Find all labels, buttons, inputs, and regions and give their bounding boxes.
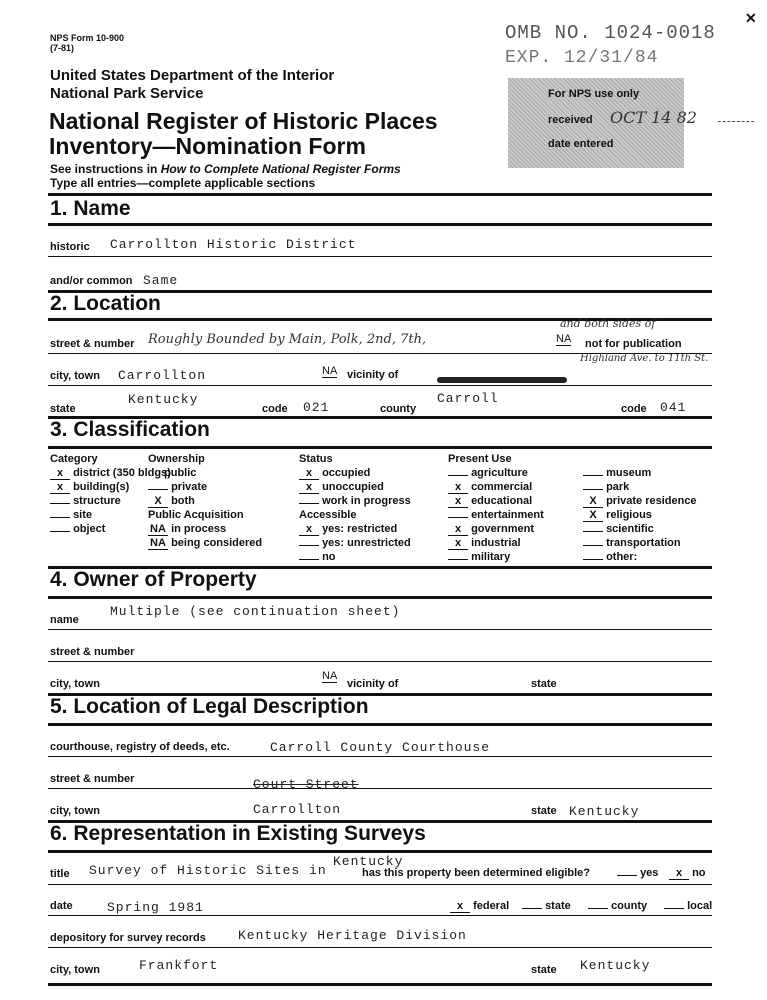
- checkbox-row: X private residence: [583, 495, 697, 508]
- checkbox-row: NA in process: [148, 523, 226, 536]
- vicinity-label: vicinity of: [347, 369, 399, 381]
- ownership-heading: Ownership: [148, 453, 205, 465]
- status-heading: Status: [299, 453, 333, 465]
- field-rule: [48, 756, 712, 757]
- field-rule: [48, 915, 712, 916]
- received-label: received: [548, 114, 593, 126]
- section-rule: [48, 723, 712, 726]
- nps-box-title: For NPS use only: [548, 88, 640, 100]
- owner-vicinity-label: vicinity of: [347, 678, 399, 690]
- dept-name: United States Department of the Interior: [50, 67, 335, 84]
- survey-date-label: date: [50, 900, 73, 912]
- section-rule: [48, 850, 712, 853]
- owner-vicinity-na: NA: [322, 670, 338, 682]
- checkbox-row: transportation: [583, 537, 681, 549]
- public-acquisition-heading: Public Acquisition: [148, 509, 244, 521]
- not-for-publication: not for publication: [585, 338, 682, 350]
- vicinity-na: NA: [322, 365, 338, 377]
- section-6-heading: 6. Representation in Existing Surveys: [50, 822, 426, 845]
- form-revision: (7-81): [50, 43, 75, 53]
- section-rule: [48, 223, 712, 226]
- checkbox-row: museum: [583, 467, 651, 479]
- corner-mark: ✕: [745, 10, 757, 26]
- survey-state-value: Kentucky: [580, 958, 651, 973]
- survey-title-label: title: [50, 868, 70, 880]
- section-2-heading: 2. Location: [50, 292, 161, 315]
- form-number: NPS Form 10-900: [50, 33, 125, 43]
- checkbox-row: NA being considered: [148, 537, 262, 550]
- survey-city-label: city, town: [50, 964, 100, 976]
- field-rule: [48, 629, 712, 630]
- state-value: Kentucky: [128, 392, 199, 407]
- checkbox-row: X religious: [583, 509, 652, 522]
- checkbox-row: park: [583, 481, 629, 493]
- legal-state-value: Kentucky: [569, 804, 640, 819]
- checkbox-row: yes: unrestricted: [299, 537, 411, 549]
- county-label: county: [380, 403, 417, 415]
- form-title-1: National Register of Historic Places: [49, 108, 438, 134]
- checkbox-row: x unoccupied: [299, 481, 384, 494]
- present-use-heading: Present Use: [448, 453, 512, 465]
- checkbox-row: x building(s): [50, 481, 129, 494]
- expiration: EXP. 12/31/84: [505, 48, 659, 68]
- field-rule: [48, 884, 712, 885]
- city-label: city, town: [50, 370, 100, 382]
- survey-date-value: Spring 1981: [107, 900, 204, 915]
- checkbox-row: x yes: restricted: [299, 523, 397, 536]
- courthouse-value: Carroll County Courthouse: [270, 740, 491, 755]
- owner-street-label: street & number: [50, 646, 135, 658]
- received-stamp: OCT 14 82: [610, 108, 697, 127]
- legal-city-label: city, town: [50, 805, 100, 817]
- section-4-heading: 4. Owner of Property: [50, 568, 257, 591]
- instructions: See instructions in How to Complete National Register Forms: [50, 162, 401, 176]
- checkbox-row: scientific: [583, 523, 654, 535]
- section-rule: [48, 193, 712, 196]
- survey-title-value: Survey of Historic Sites in: [89, 863, 327, 878]
- level-state: state: [522, 900, 571, 912]
- field-rule: [48, 661, 712, 662]
- omb-number: OMB NO. 1024-0018: [505, 22, 716, 44]
- legal-city-value: Carrollton: [253, 802, 342, 817]
- courthouse-label: courthouse, registry of deeds, etc.: [50, 741, 230, 753]
- section-3-heading: 3. Classification: [50, 418, 210, 441]
- code-label: code: [621, 403, 647, 415]
- service-name: National Park Service: [50, 85, 204, 102]
- field-rule: [48, 788, 712, 789]
- city-value: Carrollton: [118, 368, 207, 383]
- checkbox-row: public: [164, 467, 197, 479]
- depository-label: depository for survey records: [50, 932, 206, 944]
- checkbox-row: x occupied: [299, 467, 370, 480]
- historic-value: Carrollton Historic District: [110, 237, 357, 252]
- checkbox-row: x commercial: [448, 481, 532, 494]
- code-label: code: [262, 403, 288, 415]
- scan-mark: [718, 121, 754, 122]
- eligible-question: has this property been determined eligible?: [362, 867, 590, 879]
- checkbox-row: military: [448, 551, 510, 563]
- instructions-2: Type all entries—complete applicable sections: [50, 176, 316, 190]
- checkbox-row: entertainment: [448, 509, 544, 521]
- legal-street-label: street & number: [50, 773, 135, 785]
- street-note-2: Highland Ave. to 11th St.: [580, 353, 709, 364]
- form-title-2: Inventory—Nomination Form: [49, 133, 366, 159]
- county-value: Carroll: [437, 391, 499, 406]
- section-rule: [48, 983, 712, 986]
- field-rule: [48, 385, 712, 386]
- accessible-heading: Accessible: [299, 509, 357, 521]
- nps-use-box: [508, 78, 697, 168]
- na-mark: NA: [556, 333, 572, 345]
- section-rule: [48, 596, 712, 599]
- legal-state-label: state: [531, 805, 557, 817]
- checkbox-row: x government: [448, 523, 534, 536]
- street-value: Roughly Bounded by Main, Polk, 2nd, 7th,: [148, 332, 427, 347]
- section-1-heading: 1. Name: [50, 197, 131, 220]
- historic-label: historic: [50, 241, 90, 253]
- category-heading: Category: [50, 453, 98, 465]
- checkbox-row: X both: [148, 495, 195, 508]
- county-code: 041: [660, 400, 687, 415]
- checkbox-row: site: [50, 509, 92, 521]
- state-code: 021: [303, 400, 330, 415]
- owner-city-label: city, town: [50, 678, 100, 690]
- field-rule: [48, 947, 712, 948]
- street-label: street & number: [50, 338, 135, 350]
- survey-city-value: Frankfort: [139, 958, 219, 973]
- owner-state-label: state: [531, 678, 557, 690]
- checkbox-row: x industrial: [448, 537, 521, 550]
- street-note-1: and both sides of: [560, 317, 656, 330]
- checkbox-row: x educational: [448, 495, 532, 508]
- checkbox-row: other:: [583, 551, 637, 563]
- field-rule: [48, 256, 712, 257]
- checkbox-row: agriculture: [448, 467, 528, 479]
- legal-street-value: Court Street: [253, 777, 359, 792]
- struck-out-entry: [437, 371, 567, 389]
- section-rule: [48, 446, 712, 449]
- section-5-heading: 5. Location of Legal Description: [50, 695, 369, 718]
- checkbox-row: object: [50, 523, 105, 535]
- eligible-no: x no: [669, 867, 706, 880]
- common-value: Same: [143, 273, 179, 288]
- survey-title-state: Kentucky: [333, 854, 404, 869]
- checkbox-row: no: [299, 551, 336, 563]
- level-federal: x federal: [450, 900, 509, 913]
- date-entered-label: date entered: [548, 138, 614, 150]
- state-label: state: [50, 403, 76, 415]
- owner-name-label: name: [50, 614, 79, 626]
- depository-value: Kentucky Heritage Division: [238, 928, 467, 943]
- eligible-yes: yes: [617, 867, 658, 879]
- common-label: and/or common: [50, 275, 133, 287]
- checkbox-row: structure: [50, 495, 121, 507]
- owner-name-value: Multiple (see continuation sheet): [110, 604, 401, 619]
- checkbox-row: private: [148, 481, 207, 493]
- level-county: county: [588, 900, 647, 912]
- survey-state-label: state: [531, 964, 557, 976]
- checkbox-row: x district (350 bldgs): [50, 467, 171, 480]
- level-local: local: [664, 900, 712, 912]
- checkbox-row: work in progress: [299, 495, 411, 507]
